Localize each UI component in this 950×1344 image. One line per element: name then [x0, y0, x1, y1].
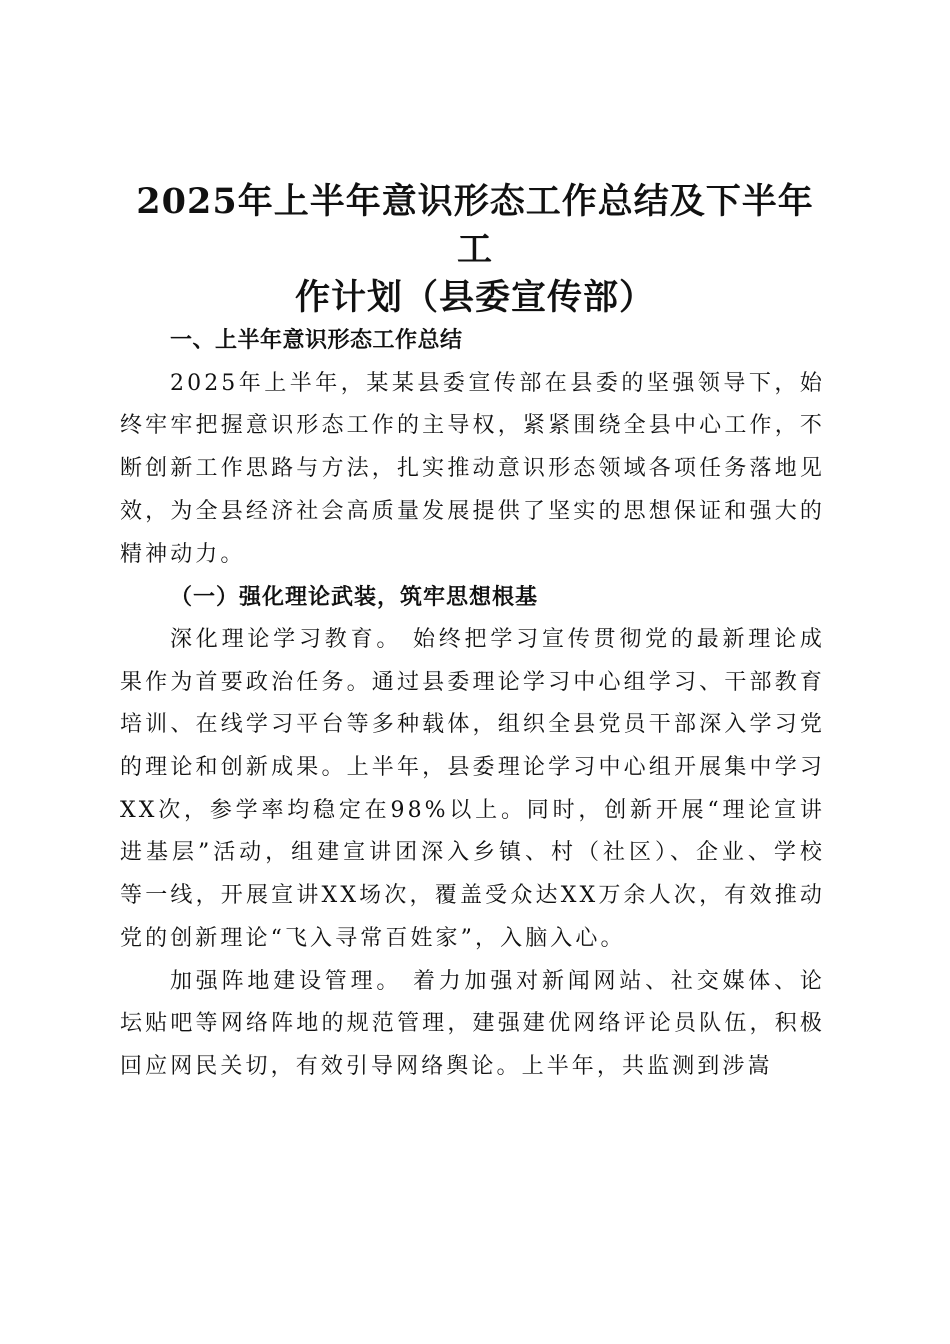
section-heading: 一、上半年意识形态工作总结 — [170, 328, 463, 353]
document-body — [120, 320, 825, 1089]
position-management-paragraph — [120, 961, 825, 1089]
paragraph-lead: 加强阵地建设管理。 — [170, 968, 403, 994]
theory-study-paragraph — [120, 619, 825, 961]
intro-paragraph: 2025年上半年，某某县委宣传部在县委的坚强领导下，始终牢牢把握意识形态工作的主导权，紧紧围绕全县中心工作，不断创新工作思路与方法，扎实推动意识形态领域各项任务落地见效，为全县经济社会高质量发展提供了坚实的思想保证和强大的精神动力。 — [120, 370, 825, 567]
document-title — [120, 178, 830, 322]
paragraph-body: 着力加强对新闻网站、社交媒体、论坛贴吧等网络阵地的规范管理，建强建优网络评论员队伍，积极回应网民关切，有效引导网络舆论。上半年，共监测到涉嵩 — [120, 968, 825, 1079]
title-line-2: 作计划（县委宣传部） — [294, 277, 655, 318]
paragraph-lead: 深化理论学习教育。 — [170, 626, 403, 652]
subsection-heading: （一）强化理论武装，筑牢思想根基 — [170, 584, 539, 611]
title-line-1: 2025年上半年意识形态工作总结及下半年工 — [136, 181, 814, 270]
paragraph-body: 始终把学习宣传贯彻党的最新理论成果作为首要政治任务。通过县委理论学习中心组学习、干部教育培训、在线学习平台等多种载体，组织全县党员干部深入学习党的理论和创新成果。上半年，县委理论学习中心组开展集中学习XX次，参学率均稳定在98%以上。同时，创新开展“理论宣讲进基层”活动，组建宣讲团深入乡镇、村（社区）、企业、学校等一线，开展宣讲XX场次，覆盖受众达XX万余人次，有效推动党的创新理论“飞入寻常百姓家”，入脑入心。 — [120, 626, 825, 951]
